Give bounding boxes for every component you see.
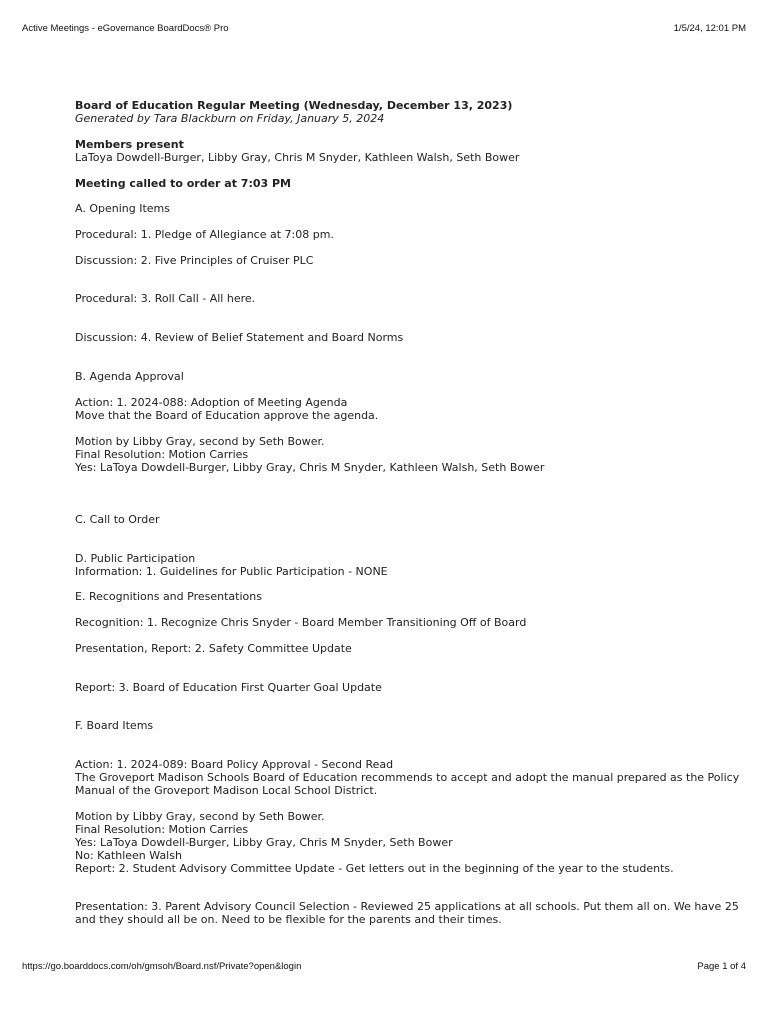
- section-agenda-approval: B. Agenda Approval: [75, 370, 184, 383]
- item-policy-approval: Action: 1. 2024-089: Board Policy Approval - Second Read: [75, 758, 394, 771]
- members-heading: Members present: [75, 138, 184, 151]
- meeting-title: Board of Education Regular Meeting (Wednesday, December 13, 2023): [75, 99, 513, 112]
- members-list: LaToya Dowdell-Burger, Libby Gray, Chris M Snyder, Kathleen Walsh, Seth Bower: [75, 151, 520, 164]
- item-first-quarter-goal: Report: 3. Board of Education First Quarter Goal Update: [75, 681, 382, 694]
- item-policy-approval-desc-line2: Manual of the Groveport Madison Local School District.: [75, 784, 378, 797]
- item-parent-advisory-line1: Presentation: 3. Parent Advisory Council Selection - Reviewed 25 applications at all schools. Put them all on. We have 25: [75, 900, 739, 913]
- item-adoption-agenda-desc: Move that the Board of Education approve the agenda.: [75, 409, 379, 422]
- section-board-items: F. Board Items: [75, 719, 154, 732]
- item-student-advisory: Report: 2. Student Advisory Committee Update - Get letters out in the beginning of the year to the students.: [75, 862, 674, 875]
- item-five-principles: Discussion: 2. Five Principles of Cruiser PLC: [75, 254, 314, 267]
- item-policy-motion: Motion by Libby Gray, second by Seth Bower.: [75, 810, 325, 823]
- item-policy-resolution: Final Resolution: Motion Carries: [75, 823, 249, 836]
- item-pledge: Procedural: 1. Pledge of Allegiance at 7:08 pm.: [75, 228, 334, 241]
- item-adoption-motion: Motion by Libby Gray, second by Seth Bower.: [75, 435, 325, 448]
- item-recognize-snyder: Recognition: 1. Recognize Chris Snyder - Board Member Transitioning Off of Board: [75, 616, 527, 629]
- called-to-order: Meeting called to order at 7:03 PM: [75, 177, 292, 190]
- item-adoption-agenda: Action: 1. 2024-088: Adoption of Meeting Agenda: [75, 396, 348, 409]
- item-adoption-resolution: Final Resolution: Motion Carries: [75, 448, 249, 461]
- section-opening-items: A. Opening Items: [75, 202, 170, 215]
- browser-page-title: Active Meetings - eGovernance BoardDocs® Pro: [22, 23, 229, 34]
- item-belief-statement: Discussion: 4. Review of Belief Statement and Board Norms: [75, 331, 404, 344]
- item-adoption-yes-votes: Yes: LaToya Dowdell-Burger, Libby Gray, Chris M Snyder, Kathleen Walsh, Seth Bower: [75, 461, 545, 474]
- page-url: https://go.boarddocs.com/oh/gmsoh/Board.nsf/Private?open&login: [22, 961, 302, 972]
- section-call-to-order: C. Call to Order: [75, 513, 160, 526]
- item-policy-no-votes: No: Kathleen Walsh: [75, 849, 182, 862]
- section-recognitions: E. Recognitions and Presentations: [75, 590, 262, 603]
- item-policy-yes-votes: Yes: LaToya Dowdell-Burger, Libby Gray, Chris M Snyder, Seth Bower: [75, 836, 453, 849]
- generated-by: Generated by Tara Blackburn on Friday, January 5, 2024: [75, 112, 385, 125]
- page-number: Page 1 of 4: [697, 961, 746, 972]
- item-public-guidelines: Information: 1. Guidelines for Public Participation - NONE: [75, 565, 388, 578]
- item-policy-approval-desc-line1: The Groveport Madison Schools Board of Education recommends to accept and adopt the manual prepared as the Policy: [75, 771, 740, 784]
- item-parent-advisory-line2: and they should all be on. Need to be flexible for the parents and their times.: [75, 913, 502, 926]
- item-safety-committee: Presentation, Report: 2. Safety Committee Update: [75, 642, 352, 655]
- item-roll-call: Procedural: 3. Roll Call - All here.: [75, 292, 256, 305]
- section-public-participation: D. Public Participation: [75, 552, 196, 565]
- print-datetime: 1/5/24, 12:01 PM: [673, 23, 746, 34]
